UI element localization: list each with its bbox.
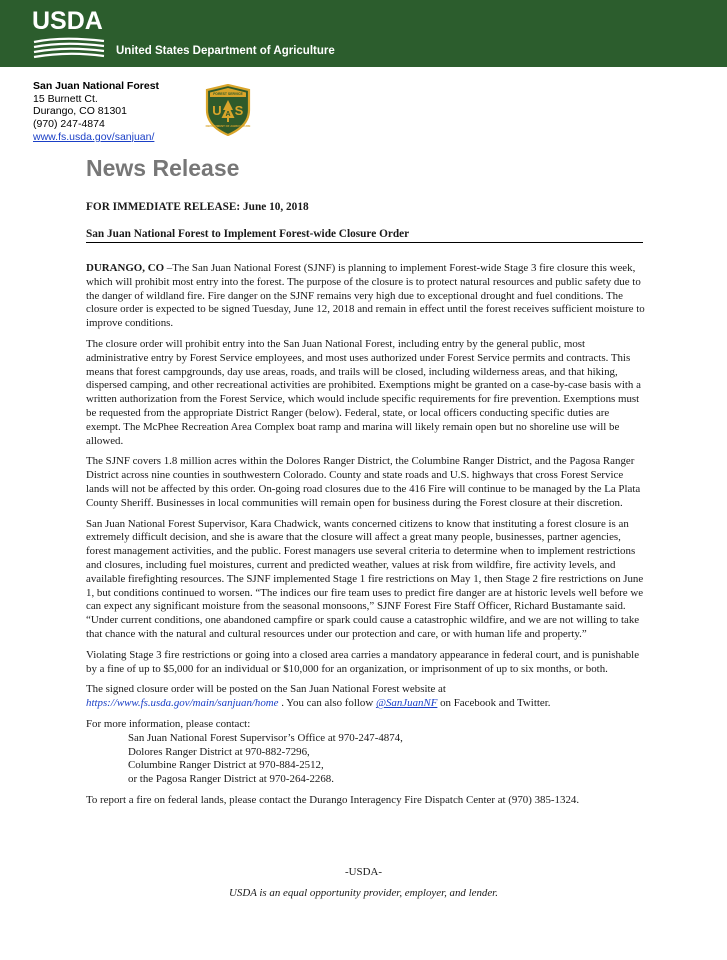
headline-divider [86, 242, 643, 243]
department-name: United States Department of Agriculture [116, 45, 335, 57]
contact-item: Columbine Ranger District at 970-884-2512, [128, 759, 324, 772]
shield-arc-text: FOREST SERVICE [213, 92, 243, 97]
paragraph-1: DURANGO, CO –The San Juan National Forest (SJNF) is planning to implement Forest-wide Stage 3 fire closure this week, which will prohibit most entry into the forest. The purpose of the closure is to protect natural resources and public safety due to the danger of wildland fire. Fire danger on the SJNF remains very high due to exceptional drought and fuel conditions. The closure order is expected to be signed Tuesday, June 12, 2018 and remain in effect until the forest receives sufficient moisture to improve conditions. [86, 262, 645, 330]
equal-opportunity-statement: USDA is an equal opportunity provider, employer, and lender. [229, 887, 498, 899]
report-fire-text: To report a fire on federal lands, please contact the Durango Interagency Fire Dispatch Center at (970) 385-1324. [86, 793, 580, 806]
forest-website-link[interactable]: www.fs.usda.gov/sanjuan/ [33, 130, 155, 143]
release-date: FOR IMMEDIATE RELEASE: June 10, 2018 [86, 201, 309, 213]
social-handle-link[interactable]: @SanJuanNF [375, 697, 438, 710]
forest-name: San Juan National Forest [33, 80, 160, 92]
contact-item: San Juan National Forest Supervisor’s Office at 970-247-4874, [128, 731, 403, 744]
usda-signoff: -USDA- [345, 866, 382, 878]
contact-item: Dolores Ranger District at 970-882-7296, [128, 745, 310, 758]
usda-logo-text: USDA [32, 7, 103, 35]
usda-banner [0, 0, 727, 67]
forest-service-shield-icon [205, 84, 251, 136]
paragraph-3: The SJNF covers 1.8 million acres within the Dolores Ranger District, the Columbine Ranger District, and the Pagosa Ranger District across nine counties in southwestern Colorado. County and state roads and U.S. highways that cross Forest Service lands will not be affected by this order. On-going road closures due to the 416 Fire will continue to be managed by the La Plata County Sheriff. Businesses in local communities will remain open for business during the Forest closure at their discretion. [86, 455, 641, 509]
article-body [86, 262, 646, 815]
usda-swoosh-icon [32, 37, 106, 59]
shield-tree-letter: A [225, 111, 231, 118]
contact-list [128, 732, 646, 787]
paragraph-6: The signed closure order will be posted on the San Juan National Forest website at https://www.fs.usda.gov/main/sanjuan/home . You can also follow @SanJuanNF on Facebook and Twitter. [86, 683, 551, 710]
city-state-zip: Durango, CO 81301 [33, 105, 127, 118]
shield-letter-s: S [234, 103, 244, 118]
headline: San Juan National Forest to Implement Forest-wide Closure Order [86, 228, 410, 240]
closure-order-link[interactable]: https://www.fs.usda.gov/main/sanjuan/home [86, 697, 279, 710]
dateline: DURANGO, CO [86, 262, 165, 274]
page-title: News Release [86, 155, 240, 181]
paragraph-5: Violating Stage 3 fire restrictions or going into a closed area carries a mandatory appearance in federal court, and is punishable by a fine of up to $5,000 for an individual or $10,000 for an organization, or imprisonment of up to six months, or both. [86, 648, 640, 675]
shield-bottom-text: DEPARTMENT OF AGRICULTURE [205, 124, 251, 128]
street-address: 15 Burnett Ct. [33, 92, 98, 105]
paragraph-2: The closure order will prohibit entry into the San Juan National Forest, including entry by the general public, most administrative entry by Forest Service employees, and most uses authorized under Forest Service permits and contracts. This means that forest campgrounds, day use areas, roads, and trails will be closed, including wilderness areas, and that hiking, dispersed camping, and other recreational activities are prohibited. Exemptions might be granted on a case-by-case basis with a written authorization from the Forest Service, which would include specific requirements for fire prevention. Exemptions must be requested from the appropriate District Ranger (below). Federal, state, or local officers conducting specific duties are exempt. The McPhee Recreation Area Complex boat ramp and marina will likely remain open but no shoreline use will be allowed. [86, 337, 641, 447]
paragraph-4: San Juan National Forest Supervisor, Kara Chadwick, wants concerned citizens to know that instituting a forest closure is an extremely difficult decision, and she is aware that the closure will affect a great many people, businesses, partner agencies, forest management activities, and the public. Forest managers use several criteria to determine when to implement restrictions and closures, including fuel moistures, current and predicted weather, values at risk from wildfire, fire activity levels, and available firefighting resources. The SJNF implemented Stage 1 fire restrictions on May 1, then Stage 2 fire restrictions on June 1, but conditions continued to worsen. “The indices our fire team uses to predict fire danger are at historic levels well before we can expect any significant moisture from the seasonal monsoons,” SJNF Forest Fire Staff Officer, Richard Bustamante said. “Under current conditions, one abandoned campfire or spark could cause a catastrophic wildfire, and we are not willing to take that chance with the natural and cultural resources under our protection and care, or with human life and property.” [86, 517, 644, 640]
shield-letter-u: U [212, 103, 222, 118]
usda-logo [32, 9, 110, 61]
contact-intro: For more information, please contact: [86, 717, 251, 730]
office-address [33, 80, 159, 144]
office-phone: (970) 247-4874 [33, 118, 105, 131]
contact-item: or the Pagosa Ranger District at 970-264-2268. [128, 773, 334, 786]
